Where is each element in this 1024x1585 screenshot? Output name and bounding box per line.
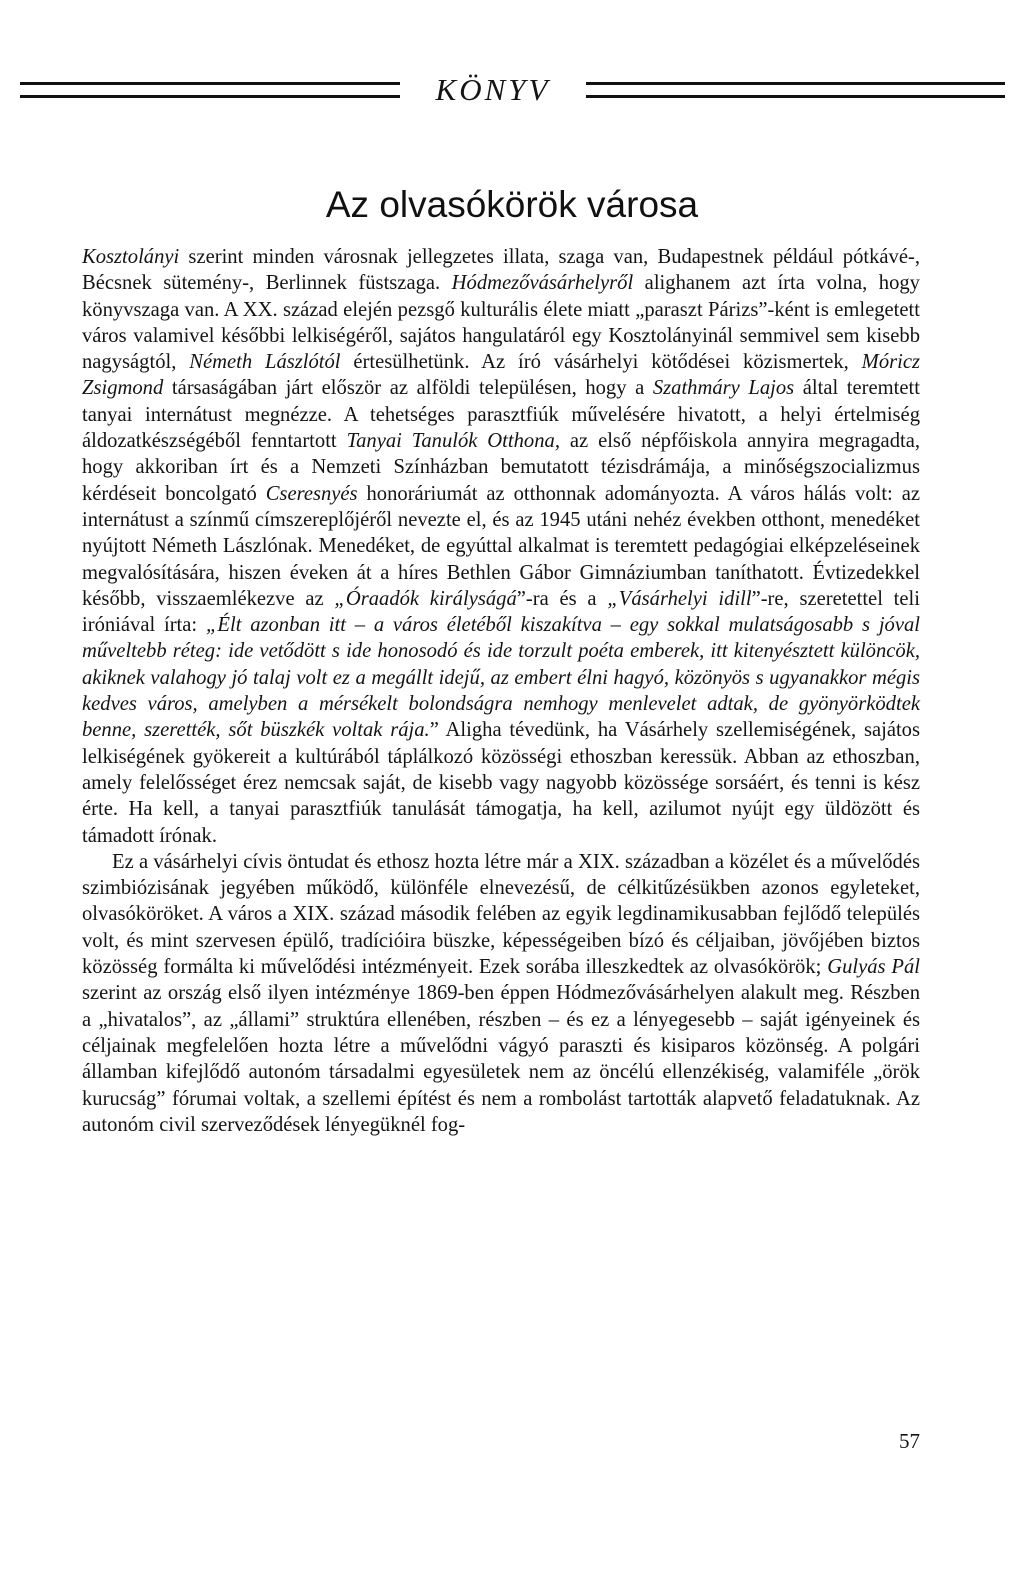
place-name-hodmezovasarhely: Hódmezővásárhelyről <box>451 272 634 295</box>
paragraph-1-text: szerint minden városnak jellegzetes illata, szaga van, Budapestnek például pótkávé-, Bécsnek sütemény-, Berlinnek füstszaga. <box>82 246 920 295</box>
paragraph-2-text: Ez a vásárhelyi cívis öntudat és ethosz hozta létre már a XIX. században a közélet és a művelődés szimbiózisának jegyében működő, különféle elnevezésű, de célkitűzésükben azonos egyleteket, olvasóköröket. A város a XIX. század második felében az egyik legdinamikusabban fejlődő település volt, és mint szervesen épülő, tradícióira büszke, képességeiben bízó és céljaiban, jövőjében biztos közösség formálta ki művelődési intézményeit. Ezek sorába illeszkedtek az olvasókörök; <box>82 850 920 979</box>
work-title-cseresnyes: Cseresnyés <box>265 482 358 505</box>
header-rule-right <box>586 82 1005 98</box>
author-name-moricz-zsigmond: Móricz Zsigmond <box>82 351 921 400</box>
paragraph-1-text: ” Aligha tévedünk, ha Vásárhely szellemiségének, sajátos lelkiségének gyökereit a kultúrából táplálkozó közösségi ethoszban keressük. Abban az ethoszban, amely felelősséget érez nemcsak saját, de kisebb vagy nagyobb közössége sorsáért, és tenni is kész érte. Ha kell, a tanyai parasztfiúk tanulását támogatja, ha kell, azilumot nyújt egy üldözött és támadott írónak. <box>82 719 920 847</box>
work-title-vasarhelyi-idill: „Vásárhelyi idill <box>607 587 752 610</box>
section-label: KÖNYV <box>435 72 551 107</box>
paragraph-1 <box>82 244 920 849</box>
paragraph-1-text: honoráriumát az otthonnak adományozta. A város hálás volt: az internátust a színmű címszereplőjéről nevezte el, és az 1945 utáni nehéz években otthont, menedéket nyújtott Németh Lászlónak. Menedéket, de egyúttal alkalmat is teremtett pedagógiai elképzeléseinek megvalósítására, hiszen éveken át a híres Bethlen Gábor Gimnáziumban taníthatott. Évtizedekkel később, visszaemlékezve az <box>82 482 920 610</box>
institution-name: Tanyai Tanulók Otthona, <box>346 430 560 453</box>
paragraph-1-text: társaságában járt először az alföldi településen, hogy a <box>163 377 653 400</box>
article-body <box>82 244 920 1138</box>
work-title-oraadok: „Óraadók királyságá <box>334 587 517 610</box>
paragraph-1-text: az első népfőiskola annyira megragadta, hogy akkoriban írt és a Nemzeti Színházban bemutatott tézisdrámája, a minőségszocializmus kérdéseit boncolgató <box>82 430 921 505</box>
quotation: „Élt azonban itt – a város életéből kiszakítva – egy sokkal mulatságosabb s jóval műveltebb réteg: ide vetődött s ide honosodó és ide torzult poéta emberek, itt kitenyésztett különcök, akiknek valahogy jó talaj volt ez a megállt idejű, az embert élni hagyó, közönyös s ugyanakkor mégis kedves város, amelyben a mérsékelt bolondságra nemhogy menlevelet adtak, de gyönyörködtek benne, szerették, sőt büszkék voltak rája. <box>82 614 920 742</box>
paragraph-1-text: értesülhetünk. Az író vásárhelyi kötődései közismertek, <box>340 351 862 374</box>
paragraph-2-text: szerint az ország első ilyen intézménye 1869-ben éppen Hódmezővásárhelyen alakult meg. Részben a „hivatalos”, az „állami” struktúra ellenében, részben – és ez a lényegesebb – saját igényeinek és céljainak megfelelően hozta létre a művelődni vágyó paraszti és kisiparos közönség. A polgári államban kifejlődő autonóm társadalmi egyesületek nem az öncélú ellenzékiség, valamiféle „örök kurucság” fórumai voltak, a szellemi építést és nem a rombolást tartották alapvető feladatuknak. Az autonóm civil szerveződések lényegüknél fog- <box>82 982 920 1136</box>
paragraph-2 <box>82 849 920 1138</box>
person-name-szathmary-lajos: Szathmáry Lajos <box>652 377 795 400</box>
paragraph-1-text: alighanem azt írta volna, hogy könyvszaga van. A XX. század elején pezsgő kulturális élete miatt „paraszt Párizs”-ként is emlegetett város valamivel későbbi lelkiségéről, sajátos hangulatáról egy Kosztolányinál semmivel sem kisebb nagyságtól, <box>82 272 920 374</box>
article-title: Az olvasókörök városa <box>325 184 699 225</box>
page-number: 57 <box>899 1429 920 1453</box>
section-header <box>20 70 1005 110</box>
header-rule-left <box>20 82 400 98</box>
paragraph-1-text: által teremtett tanyai internátust megnézze. A tehetséges parasztfiúk művelésére hivatott, a helyi értelmiség áldozatkészségéből fenntartott <box>82 377 920 453</box>
author-name-kosztolanyi: Kosztolányi <box>82 246 180 268</box>
author-name-gulyas-pal: Gulyás Pál <box>827 956 921 979</box>
paragraph-1-text: ”-ra és a <box>516 587 608 610</box>
paragraph-1-text: ”-re, szeretettel teli iróniával írta: <box>82 587 920 637</box>
author-name-nemeth-laszlo: Németh Lászlótól <box>189 351 341 374</box>
